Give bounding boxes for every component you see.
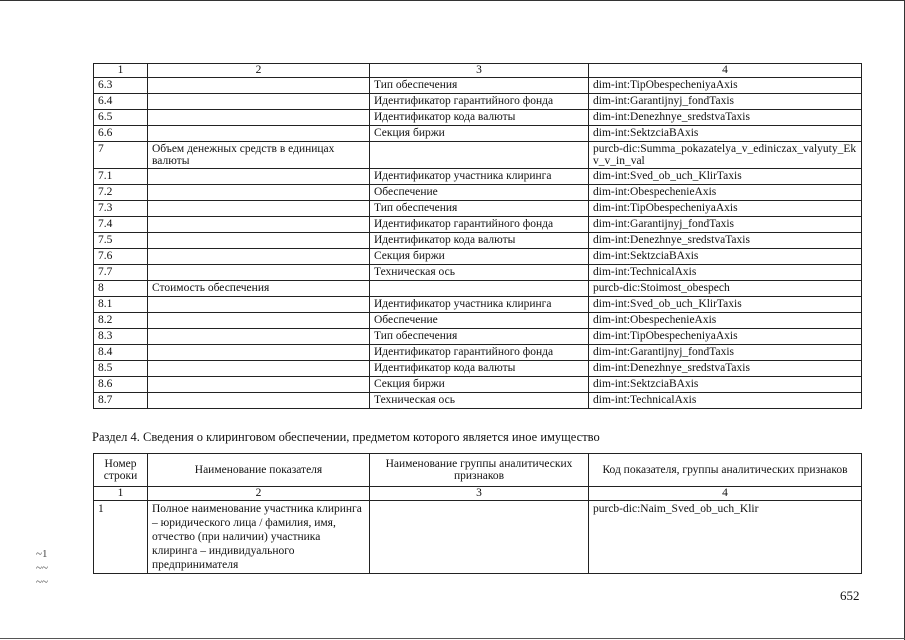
- table-cell: [148, 94, 370, 110]
- table-row: [94, 281, 862, 297]
- table-row: [94, 217, 862, 233]
- table-cell: [148, 185, 370, 201]
- table-cell: Идентификатор участника клиринга: [370, 169, 589, 185]
- table-cell: 2: [148, 487, 370, 501]
- section-4-title: Раздел 4. Сведения о клиринговом обеспечении, предметом которого является иное имущество: [92, 430, 600, 444]
- table-cell: Обеспечение: [370, 185, 589, 201]
- table-row: [94, 393, 862, 409]
- table-cell: dim-int:Sved_ob_uch_KlirTaxis: [589, 297, 862, 313]
- table-cell: Идентификатор гарантийного фонда: [370, 217, 589, 233]
- table-cell: 7.6: [94, 249, 148, 265]
- table-cell: [148, 233, 370, 249]
- table-cell: dim-int:Denezhnye_sredstvaTaxis: [589, 361, 862, 377]
- table-cell: [148, 393, 370, 409]
- table-cell: Номер строки: [94, 454, 148, 487]
- table-row: [94, 297, 862, 313]
- page-bottom-border: [0, 638, 905, 639]
- table-cell: [148, 361, 370, 377]
- table-cell: dim-int:Denezhnye_sredstvaTaxis: [589, 233, 862, 249]
- table-row: [94, 377, 862, 393]
- table-row: [94, 110, 862, 126]
- table-cell: 3: [370, 487, 589, 501]
- section-4-table: [93, 453, 862, 574]
- table-cell: dim-int:ObespechenieAxis: [589, 185, 862, 201]
- table-cell: dim-int:SektzciaBAxis: [589, 126, 862, 142]
- table-row: [94, 345, 862, 361]
- table-row: [94, 185, 862, 201]
- table-cell: [148, 201, 370, 217]
- table-cell: Идентификатор гарантийного фонда: [370, 94, 589, 110]
- table-cell: 8.6: [94, 377, 148, 393]
- table-cell: dim-int:TipObespecheniyaAxis: [589, 329, 862, 345]
- table-cell: 7.7: [94, 265, 148, 281]
- table-cell: Объем денежных средств в единицах валюты: [148, 142, 370, 169]
- table-row: [94, 313, 862, 329]
- table-cell: [148, 329, 370, 345]
- table-row: [94, 329, 862, 345]
- table-cell: Идентификатор кода валюты: [370, 233, 589, 249]
- table-cell: Тип обеспечения: [370, 329, 589, 345]
- table-cell: Техническая ось: [370, 393, 589, 409]
- table-cell: purcb-dic:Summa_pokazatelya_v_ediniczax_valyuty_Ekv_v_in_val: [589, 142, 862, 169]
- table-cell: 8.2: [94, 313, 148, 329]
- table-cell: [148, 217, 370, 233]
- table-cell: [148, 110, 370, 126]
- table-cell: 3: [370, 64, 589, 78]
- table-cell: [148, 169, 370, 185]
- table-row: [94, 126, 862, 142]
- table-cell: Полное наименование участника клиринга – юридического лица / фамилия, имя, отчество (при наличии) участника клиринга – индивидуального предпринимателя: [148, 501, 370, 574]
- table-header-row: [94, 64, 862, 78]
- table-cell: 4: [589, 487, 862, 501]
- table-cell: Идентификатор гарантийного фонда: [370, 345, 589, 361]
- table-row: [94, 361, 862, 377]
- table-cell: 7.3: [94, 201, 148, 217]
- table-cell: 1: [94, 64, 148, 78]
- table-cell: [148, 126, 370, 142]
- table-cell: 7.4: [94, 217, 148, 233]
- page-top-border: [0, 0, 905, 1]
- table-cell: dim-int:SektzciaBAxis: [589, 249, 862, 265]
- margin-mark: ~~: [36, 576, 48, 588]
- table-row: [94, 265, 862, 281]
- table-cell: 8.3: [94, 329, 148, 345]
- table-cell: [148, 249, 370, 265]
- table-row: [94, 249, 862, 265]
- table-cell: Секция биржи: [370, 249, 589, 265]
- table-cell: [370, 501, 589, 574]
- table-row: [94, 201, 862, 217]
- table-cell: dim-int:ObespechenieAxis: [589, 313, 862, 329]
- table-cell: [148, 313, 370, 329]
- table-cell: Секция биржи: [370, 377, 589, 393]
- table-cell: Тип обеспечения: [370, 201, 589, 217]
- table-cell: 8: [94, 281, 148, 297]
- table-row: [94, 501, 862, 574]
- table-cell: purcb-dic:Stoimost_obespech: [589, 281, 862, 297]
- section-4-table-body: [94, 454, 862, 574]
- table-cell: Стоимость обеспечения: [148, 281, 370, 297]
- table-cell: [148, 265, 370, 281]
- table-cell: dim-int:Garantijnyj_fondTaxis: [589, 217, 862, 233]
- table-cell: Наименование группы аналитических признаков: [370, 454, 589, 487]
- table-cell: Техническая ось: [370, 265, 589, 281]
- table-cell: [370, 142, 589, 169]
- table-cell: dim-int:Sved_ob_uch_KlirTaxis: [589, 169, 862, 185]
- margin-mark: ~1: [36, 548, 48, 560]
- table-cell: Код показателя, группы аналитических признаков: [589, 454, 862, 487]
- indicators-table-continued: [93, 63, 862, 409]
- table-cell: Идентификатор кода валюты: [370, 361, 589, 377]
- table-cell: 8.4: [94, 345, 148, 361]
- table-cell: Обеспечение: [370, 313, 589, 329]
- table-cell: 7.1: [94, 169, 148, 185]
- table-cell: dim-int:TechnicalAxis: [589, 393, 862, 409]
- table-row: [94, 94, 862, 110]
- table-cell: 4: [589, 64, 862, 78]
- indicators-table-body: [94, 64, 862, 409]
- table-cell: 8.1: [94, 297, 148, 313]
- table-cell: 7: [94, 142, 148, 169]
- table-cell: 7.5: [94, 233, 148, 249]
- table-header-row: [94, 454, 862, 487]
- table-row: [94, 78, 862, 94]
- table-cell: 1: [94, 487, 148, 501]
- table-cell: [148, 297, 370, 313]
- table-cell: [148, 377, 370, 393]
- table-cell: 6.6: [94, 126, 148, 142]
- table-cell: Секция биржи: [370, 126, 589, 142]
- table-cell: 8.7: [94, 393, 148, 409]
- table-column-numbers-row: [94, 487, 862, 501]
- table-cell: 2: [148, 64, 370, 78]
- table-row: [94, 233, 862, 249]
- table-cell: Идентификатор кода валюты: [370, 110, 589, 126]
- table-cell: Тип обеспечения: [370, 78, 589, 94]
- table-cell: 7.2: [94, 185, 148, 201]
- table-cell: [370, 281, 589, 297]
- table-cell: [148, 345, 370, 361]
- table-cell: 1: [94, 501, 148, 574]
- margin-mark: ~~: [36, 562, 48, 574]
- table-cell: Наименование показателя: [148, 454, 370, 487]
- table-cell: 6.4: [94, 94, 148, 110]
- table-row: [94, 169, 862, 185]
- table-cell: purcb-dic:Naim_Sved_ob_uch_Klir: [589, 501, 862, 574]
- table-cell: 6.5: [94, 110, 148, 126]
- table-cell: dim-int:TipObespecheniyaAxis: [589, 201, 862, 217]
- table-cell: dim-int:Garantijnyj_fondTaxis: [589, 345, 862, 361]
- table-cell: 6.3: [94, 78, 148, 94]
- table-cell: 8.5: [94, 361, 148, 377]
- table-cell: dim-int:SektzciaBAxis: [589, 377, 862, 393]
- page-number: 652: [840, 588, 860, 603]
- table-cell: [148, 78, 370, 94]
- table-cell: dim-int:TechnicalAxis: [589, 265, 862, 281]
- table-cell: dim-int:Denezhnye_sredstvaTaxis: [589, 110, 862, 126]
- table-cell: dim-int:TipObespecheniyaAxis: [589, 78, 862, 94]
- table-cell: Идентификатор участника клиринга: [370, 297, 589, 313]
- table-cell: dim-int:Garantijnyj_fondTaxis: [589, 94, 862, 110]
- table-row: [94, 142, 862, 169]
